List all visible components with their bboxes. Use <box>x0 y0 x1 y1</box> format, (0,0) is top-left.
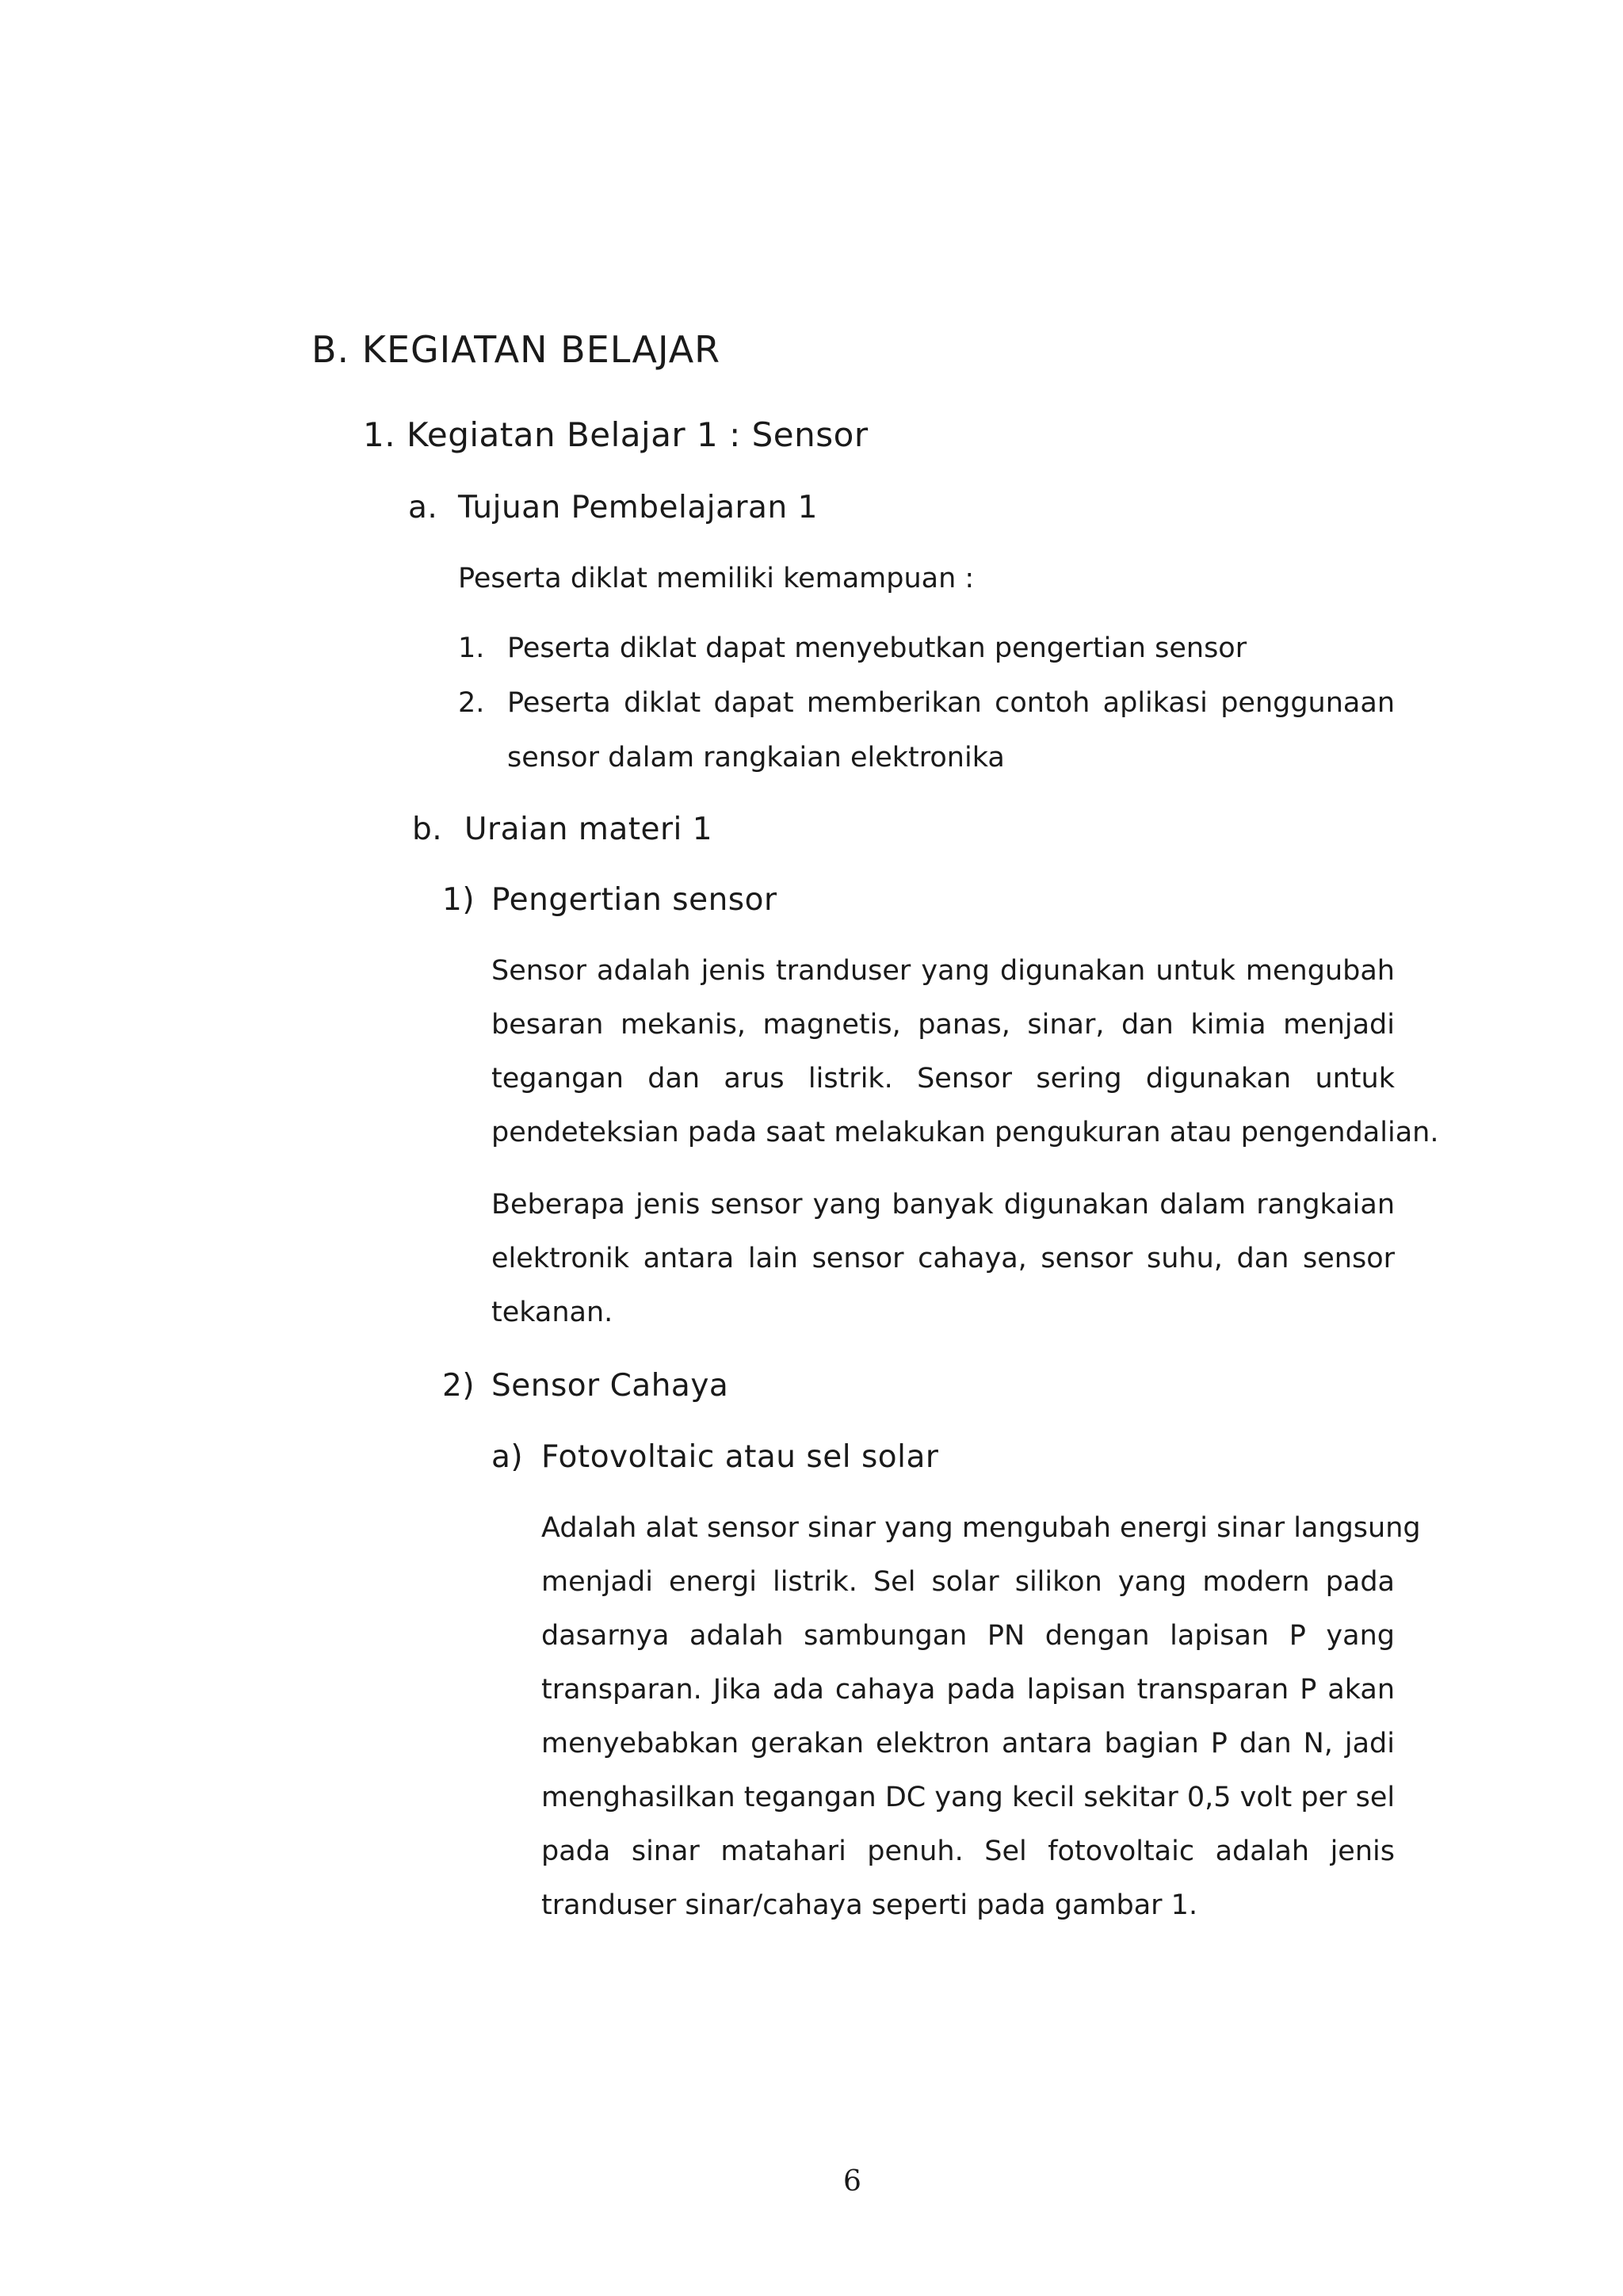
activity-heading <box>363 415 869 454</box>
paragraph-line: menjadi energi listrik. Sel solar silikon yang modern pada <box>541 1566 1395 1598</box>
objective-item-number: 2. <box>458 687 485 719</box>
paragraph-line: menghasilkan tegangan DC yang kecil sekitar 0,5 volt per sel <box>541 1782 1396 1813</box>
paragraph-line: dasarnya adalah sambungan PN dengan lapisan P yang <box>541 1620 1395 1652</box>
section-number: 1) <box>442 882 475 918</box>
objective-marker: a. <box>408 490 438 525</box>
paragraph-line: besaran mekanis, magnetis, panas, sinar, dan kimia menjadi <box>491 1009 1395 1041</box>
paragraph-line: pada sinar matahari penuh. Sel fotovoltaic adalah jenis <box>541 1836 1395 1867</box>
section-title-sensor-cahaya: Sensor Cahaya <box>491 1368 729 1404</box>
objective-item-text: sensor dalam rangkaian elektronika <box>507 742 1005 774</box>
paragraph-line: tranduser sinar/cahaya seperti pada gambar 1. <box>541 1889 1198 1921</box>
activity-title: Kegiatan Belajar 1 : Sensor <box>406 415 869 454</box>
objective-intro: Peserta diklat memiliki kemampuan : <box>458 563 975 594</box>
material-title: Uraian materi 1 <box>464 812 713 847</box>
paragraph-line: Sensor adalah jenis tranduser yang digunakan untuk mengubah <box>491 955 1395 987</box>
activity-number: 1. <box>363 415 396 454</box>
paragraph-line: elektronik antara lain sensor cahaya, sensor suhu, dan sensor <box>491 1243 1395 1274</box>
objective-item-number: 1. <box>458 632 485 664</box>
section-title-pengertian: Pengertian sensor <box>491 882 777 918</box>
section-title: B. KEGIATAN BELAJAR <box>311 328 721 371</box>
paragraph-line: menyebabkan gerakan elektron antara bagian P dan N, jadi <box>541 1728 1395 1759</box>
paragraph-line: Adalah alat sensor sinar yang mengubah energi sinar langsung <box>541 1512 1421 1544</box>
material-marker: b. <box>412 812 443 847</box>
subsection-title: Fotovoltaic atau sel solar <box>541 1439 939 1475</box>
paragraph-line: Beberapa jenis sensor yang banyak digunakan dalam rangkaian <box>491 1189 1395 1221</box>
page-number: 6 <box>843 2165 861 2198</box>
objective-item-text: Peserta diklat dapat memberikan contoh aplikasi penggunaan <box>507 687 1395 719</box>
paragraph-line: transparan. Jika ada cahaya pada lapisan transparan P akan <box>541 1674 1395 1706</box>
paragraph-line: tekanan. <box>491 1297 613 1328</box>
section-number: 2) <box>442 1368 475 1404</box>
subsection-marker: a) <box>491 1439 524 1475</box>
paragraph-line: tegangan dan arus listrik. Sensor sering digunakan untuk <box>491 1063 1395 1095</box>
paragraph-line: pendeteksian pada saat melakukan pengukuran atau pengendalian. <box>491 1117 1439 1148</box>
objective-item-text: Peserta diklat dapat menyebutkan pengertian sensor <box>507 632 1247 664</box>
objective-title: Tujuan Pembelajaran 1 <box>458 490 818 525</box>
